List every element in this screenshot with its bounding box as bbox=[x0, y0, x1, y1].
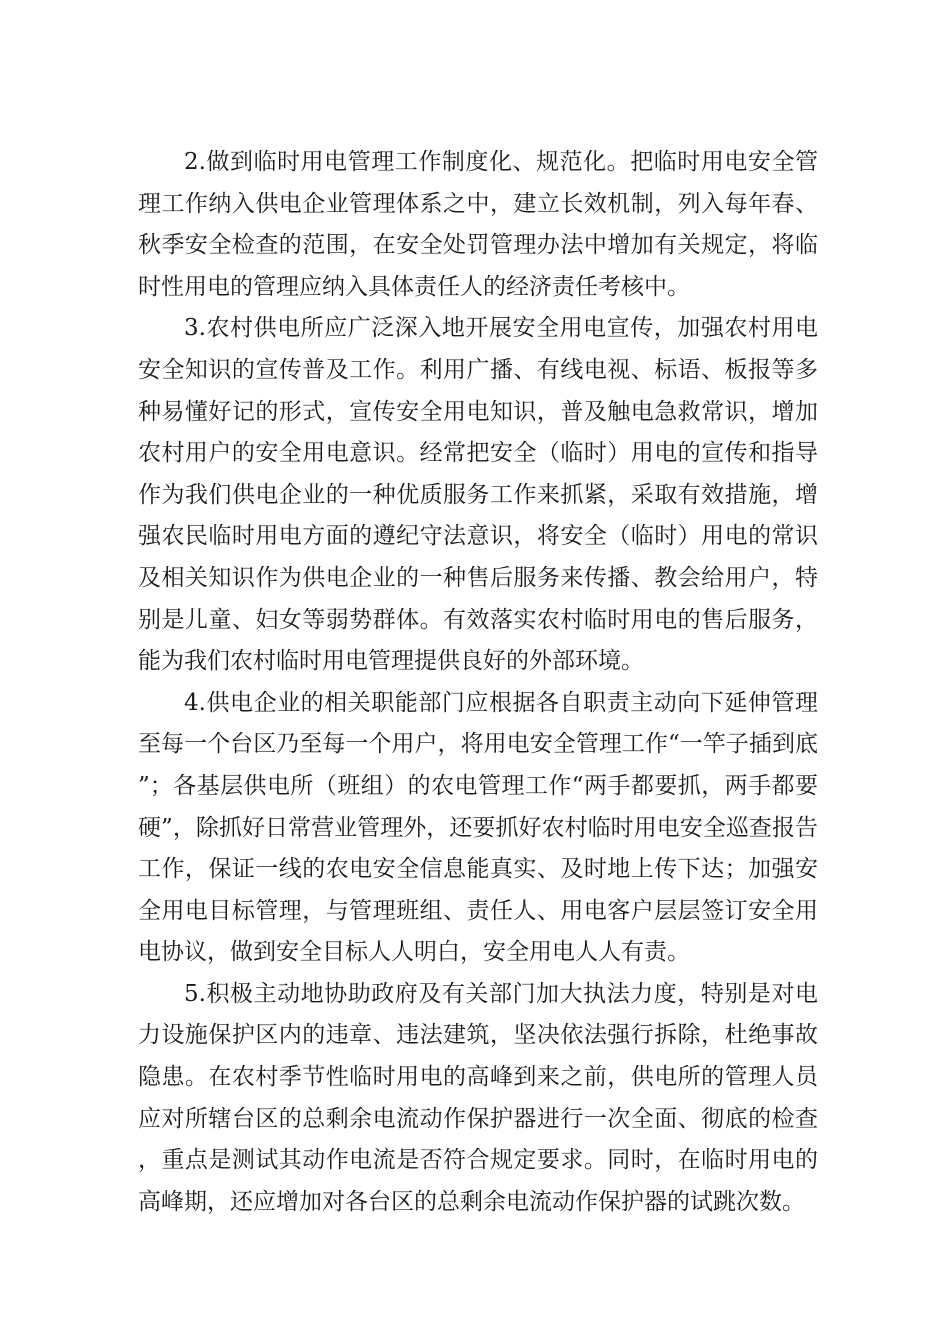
paragraph-3: 3.农村供电所应广泛深入地开展安全用电宣传，加强农村用电安全知识的宣传普及工作。利用广播、有线电视、标语、板报等多种易懂好记的形式，宣传安全用电知识，普及触电急救常识，增加农村用户的安全用电意识。经常把安全（临时）用电的宣传和指导作为我们供电企业的一种优质服务工作来抓紧，采取有效措施，增强农民临时用电方面的遵纪守法意识，将安全（临时）用电的常识及相关知识作为供电企业的一种售后服务来传播、教会给用户，特别是儿童、妇女等弱势群体。有效落实农村临时用电的售后服务，能为我们农村临时用电管理提供良好的外部环境。 bbox=[138, 315, 818, 675]
paragraph-5: 5.积极主动地协助政府及有关部门加大执法力度，特别是对电力设施保护区内的违章、违法建筑，坚决依法强行拆除，杜绝事故隐患。在农村季节性临时用电的高峰到来之前，供电所的管理人员应对所辖台区的总剩余电流动作保护器进行一次全面、彻底的检查，重点是测试其动作电流是否符合规定要求。同时，在临时用电的高峰期，还应增加对各台区的总剩余电流动作保护器的试跳次数。 bbox=[138, 980, 818, 1215]
paragraph-4: 4.供电企业的相关职能部门应根据各自职责主动向下延伸管理至每一个台区乃至每一个用户，将用电安全管理工作“一竿子插到底”；各基层供电所（班组）的农电管理工作“两手都要抓，两手都要硬”，除抓好日常营业管理外，还要抓好农村临时用电安全巡查报告工作，保证一线的农电安全信息能真实、及时地上传下达；加强安全用电目标管理，与管理班组、责任人、用电客户层层签订安全用电协议，做到安全目标人人明白，安全用电人人有责。 bbox=[138, 689, 818, 966]
paragraph-2: 2.做到临时用电管理工作制度化、规范化。把临时用电安全管理工作纳入供电企业管理体系之中，建立长效机制，列入每年春、秋季安全检查的范围，在安全处罚管理办法中增加有关规定，将临时性用电的管理应纳入具体责任人的经济责任考核中。 bbox=[138, 149, 818, 300]
document-page bbox=[138, 142, 818, 1223]
